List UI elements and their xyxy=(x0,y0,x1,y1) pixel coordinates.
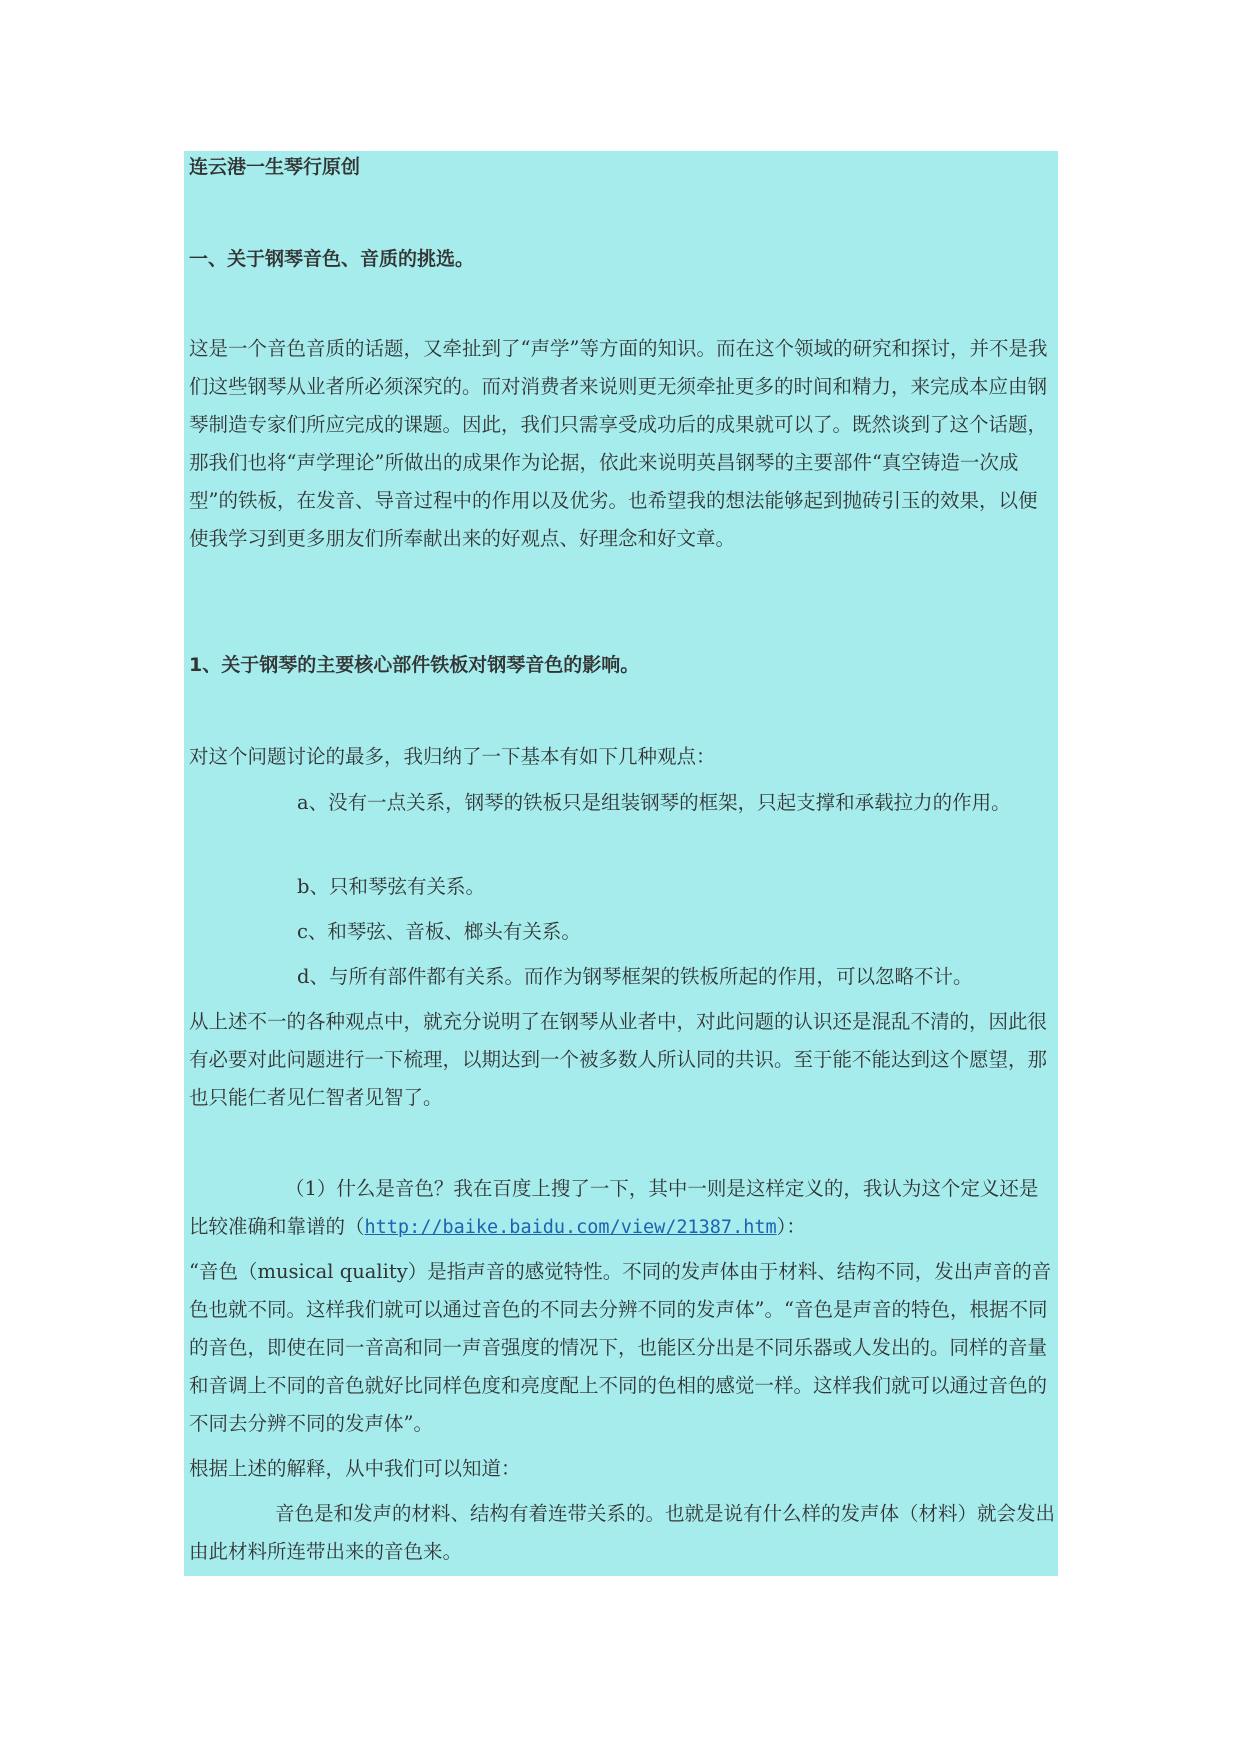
view-b-item: b、只和琴弦有关系。 xyxy=(297,875,485,898)
section-heading-1: 一、关于钢琴音色、音质的挑选。 xyxy=(189,248,475,270)
conclusion-intro-paragraph: 根据上述的解释，从中我们可以知道： xyxy=(189,1457,521,1480)
view-a-item: a、没有一点关系，钢琴的铁板只是组装钢琴的框架，只起支撑和承载拉力的作用。 xyxy=(297,791,1011,814)
conclusion-paragraph: 音色是和发声的材料、结构有着连带关系的。也就是说有什么样的发声体（材料）就会发出由此材料所连带出来的音色来。 xyxy=(189,1502,1056,1563)
intro-paragraph: 这是一个音色音质的话题，又牵扯到了“声学”等方面的知识。而在这个领域的研究和探讨，并不是我们这些钢琴从业者所必须深究的。而对消费者来说则更无须牵扯更多的时间和精力，来完成本应由钢琴制造专家们所应完成的课题。因此，我们只需享受成功后的成果就可以了。既然谈到了这个话题，那我们也将“声学理论”所做出的成果作为论据，依此来说明英昌钢琴的主要部件“真空铸造一次成型”的铁板，在发音、导音过程中的作用以及优劣。也希望我的想法能够起到抛砖引玉的效果，以便使我学习到更多朋友们所奉献出来的好观点、好理念和好文章。 xyxy=(189,337,1048,550)
definition-paragraph: “音色（musical quality）是指声音的感觉特性。不同的发声体由于材料、结构不同，发出声音的音色也就不同。这样我们就可以通过音色的不同去分辨不同的发声体”。“音色是声音的特色，根据不同的音色，即使在同一音高和同一声音强度的情况下，也能区分出是不同乐器或人发出的。同样的音量和音调上不同的音色就好比同样色度和亮度配上不同的色相的感觉一样。这样我们就可以通过音色的不同去分辨不同的发声体”。 xyxy=(189,1260,1052,1435)
view-c-item: c、和琴弦、音板、榔头有关系。 xyxy=(297,920,581,943)
view-d-item: d、与所有部件都有关系。而作为钢琴框架的铁板所起的作用，可以忽略不计。 xyxy=(297,965,973,988)
brand-heading: 连云港一生琴行原创 xyxy=(189,156,361,178)
summary-paragraph: 从上述不一的各种观点中，就充分说明了在钢琴从业者中，对此问题的认识还是混乱不清的，因此很有必要对此问题进行一下梳理，以期达到一个被多数人所认同的共识。至于能不能达到这个愿望，那也只能仁者见仁智者见智了。 xyxy=(189,1010,1048,1109)
question-1-paragraph xyxy=(189,1170,1055,1247)
question-1-tail: ）： xyxy=(776,1215,806,1238)
question-1-text: （1）什么是音色？我在百度上搜了一下，其中一则是这样定义的，我认为这个定义还是比较准确和靠谱的（ xyxy=(189,1177,1039,1238)
baike-link[interactable]: http://baike.baidu.com/view/21387.htm xyxy=(364,1217,777,1238)
subsection-heading-1: 1、关于钢琴的主要核心部件铁板对钢琴音色的影响。 xyxy=(189,654,640,676)
views-intro-paragraph: 对这个问题讨论的最多，我归纳了一下基本有如下几种观点： xyxy=(189,745,716,768)
